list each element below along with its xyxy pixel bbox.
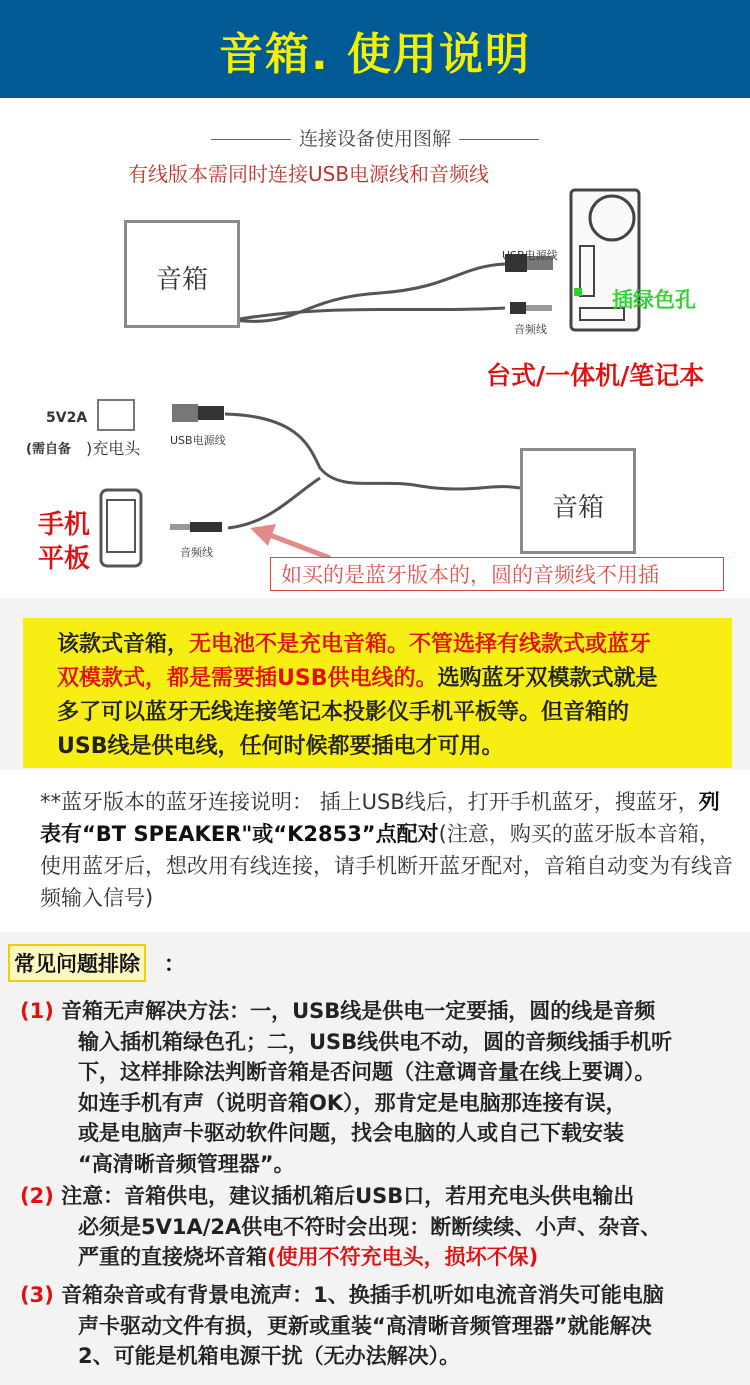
usb-power-label-top: USB电源线	[502, 249, 558, 262]
faq-line-text: 严重的直接烧坏音箱	[78, 1245, 267, 1269]
wired-note: 有线版本需同时连接USB电源线和音频线	[128, 162, 490, 186]
usb-plug-bottom	[172, 404, 198, 422]
cable-drawing	[0, 98, 750, 598]
speaker-label-top: 音箱	[155, 265, 208, 295]
diagram-subtitle-text: 连接设备使用图解	[298, 128, 451, 150]
notice-line-4: USB线是供电线，任何时候都要插电才可用。	[57, 734, 504, 759]
faq-item-1	[20, 996, 750, 1179]
arrow-shaft	[262, 532, 330, 558]
faq-line	[20, 1242, 750, 1273]
faq-line: 下，这样排除法判断音箱是否问题（注意调音量在线上要调）。	[78, 1060, 656, 1084]
faq-warning: (使用不符充电头，损坏不保)	[267, 1245, 539, 1269]
header-banner	[0, 0, 750, 98]
charger-label-suffix: )充电头	[86, 439, 141, 458]
usb-cable-top	[234, 264, 505, 321]
usb-head-bottom	[198, 406, 224, 420]
faq-line: 注意：音箱供电，建议插机箱后USB口，若用充电头供电输出	[61, 1184, 635, 1208]
bluetooth-device-names: 列表有“BT SPEAKER"或“K2853”点配对	[40, 790, 720, 846]
faq-line: 音箱杂音或有背景电流声：1、换插手机听如电流音消失可能电脑	[61, 1283, 664, 1307]
faq-item-3	[20, 1280, 750, 1372]
faq-line: 声卡驱动文件有损，更新或重装“高清晰音频管理器”就能解决	[78, 1313, 652, 1338]
faq-section	[0, 936, 750, 1385]
charger-spec: 5V2A	[46, 410, 88, 426]
bluetooth-instructions	[0, 770, 750, 932]
audio-pin-bottom	[170, 524, 190, 530]
computer-label: 台式/一体机/笔记本	[486, 361, 705, 390]
notice-warning: 双模款式，都是需要插USB供电线的。	[57, 666, 438, 691]
connection-diagram	[0, 98, 750, 598]
bluetooth-note: 如买的是蓝牙版本的，圆的音频线不用插	[270, 557, 724, 591]
notice-box	[23, 618, 732, 768]
usb-cable-bottom	[225, 414, 520, 489]
faq-item-2	[20, 1181, 750, 1273]
bluetooth-text	[40, 786, 740, 914]
faq-title: 常见问题排除	[8, 944, 146, 982]
page-title: 音箱. 使用说明	[218, 29, 532, 80]
notice-line-1	[57, 628, 718, 662]
bluetooth-text-part: (注意，购买的蓝牙版本音箱，使用蓝牙后，想改用有线连接，请手机断开蓝牙配对，音箱自动变为有线音频输入信号)	[40, 822, 733, 910]
faq-line: 或是电脑声卡驱动软件问题，找会电脑的人或自己下载安装	[78, 1121, 624, 1145]
charger-body	[98, 400, 134, 430]
audio-plug-top	[510, 302, 526, 314]
speaker-box-bottom	[520, 448, 636, 554]
phone-label: 手机	[38, 510, 91, 540]
audio-plug-bottom	[190, 522, 222, 532]
faq-line: “高清晰音频管理器”。	[78, 1151, 295, 1176]
faq-number: (1)	[20, 999, 54, 1023]
faq-line: 必须是5V1A/2A供电不符时会出现：断断续续、小声、杂音、	[78, 1214, 662, 1239]
faq-number: (3)	[20, 1283, 54, 1307]
tablet-label: 平板	[38, 544, 91, 574]
notice-text: 选购蓝牙双模款式就是	[437, 666, 658, 691]
notice-line-2	[57, 662, 718, 696]
audio-cable-label-bottom: 音频线	[180, 546, 213, 559]
faq-line: 2、可能是机箱电源干扰（无办法解决）。	[78, 1344, 461, 1368]
bluetooth-text-part: **蓝牙版本的蓝牙连接说明： 插上USB线后，打开手机蓝牙，搜蓝牙，	[40, 790, 699, 814]
charger-label-prefix: (需自备	[26, 442, 71, 457]
faq-line: 音箱无声解决方法：一，USB线是供电一定要插，圆的线是音频	[61, 999, 656, 1023]
audio-pin-top	[526, 305, 552, 311]
pc-green-port	[574, 288, 582, 296]
faq-line: 输入插机箱绿色孔；二，USB线供电不动，圆的音频线插手机听	[78, 1029, 673, 1054]
speaker-label-bottom: 音箱	[551, 493, 604, 523]
faq-number: (2)	[20, 1184, 54, 1208]
faq-line: 如连手机有声（说明音箱OK），那肯定是电脑那连接有误，	[78, 1090, 627, 1115]
notice-warning: 无电池不是充电音箱。不管选择有线款式或蓝牙	[189, 632, 652, 657]
usb-power-label-bottom: USB电源线	[170, 434, 226, 447]
notice-text: 该款式音箱，	[57, 632, 190, 657]
speaker-box-top	[124, 220, 240, 328]
audio-cable-bottom	[228, 478, 320, 528]
faq-colon: ：	[164, 952, 185, 976]
notice-line-3: 多了可以蓝牙无线连接笔记本投影仪手机平板等。但音箱的	[57, 700, 630, 725]
green-hole-label: 插绿色孔	[612, 288, 696, 312]
audio-cable-label-top: 音频线	[514, 323, 547, 336]
